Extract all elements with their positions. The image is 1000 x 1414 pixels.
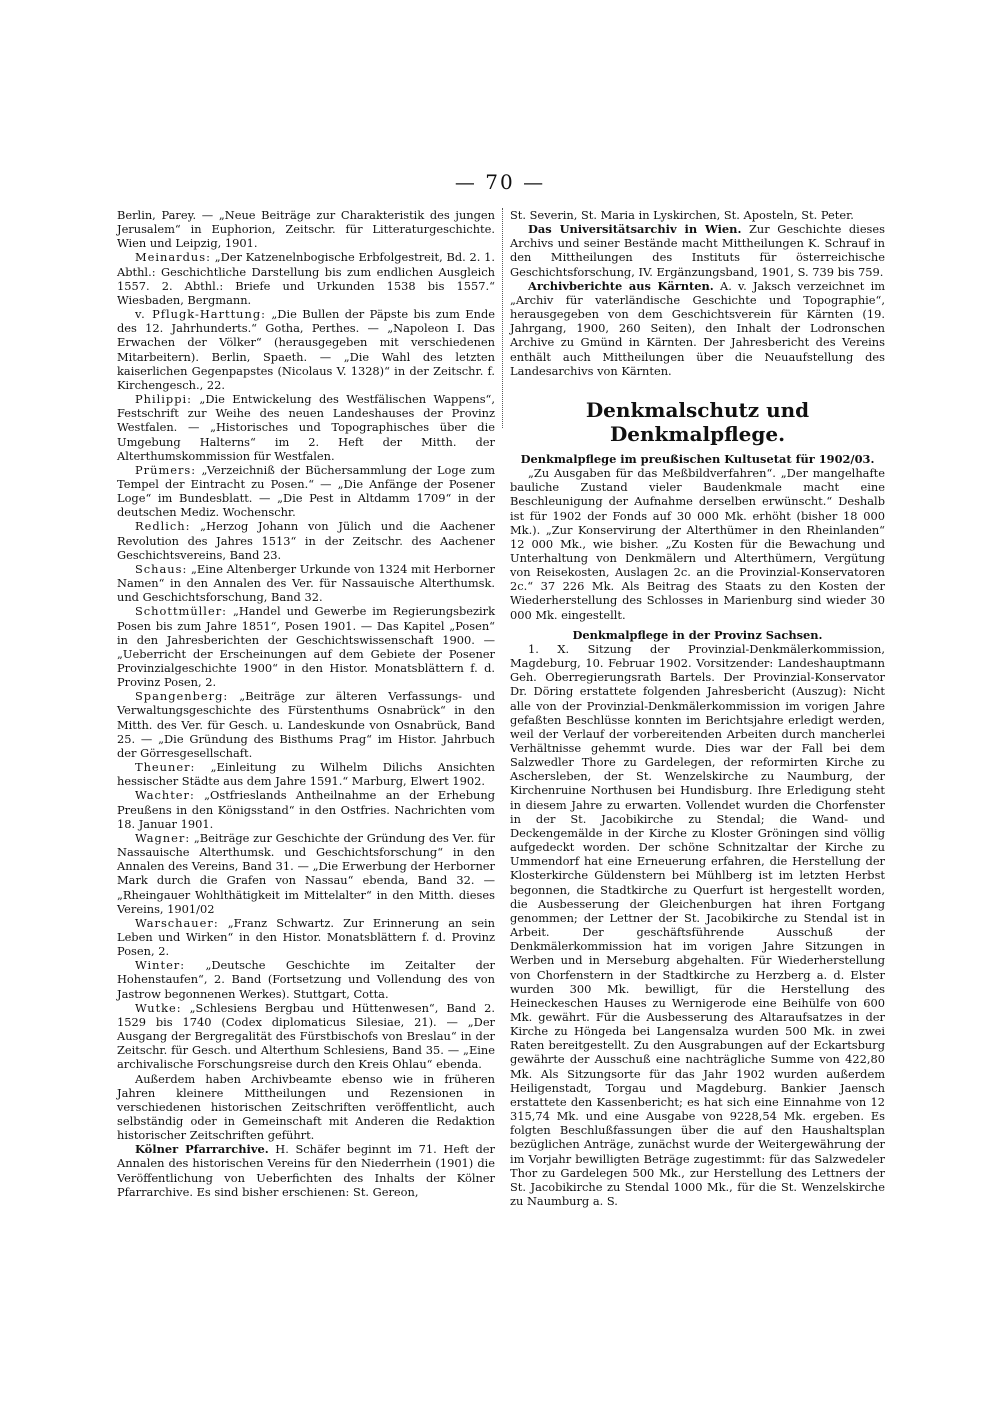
paragraph: Berlin, Parey. — „Neue Beiträge zur Charakteristik des jungen Jerusalem“ in Euphorion, Zeitschr. für Litteraturgeschichte. Wien und Leipzig, 1901. — [117, 208, 495, 251]
paragraph: Außerdem haben Archivbeamte ebenso wie in früheren Jahren kleinere Mittheilungen und Rezensionen in verschiedenen historischen Zeitschriften veröffentlicht, auch selbständig oder in Gemeinschaft mit Anderen die Redaktion historischer Zeitschriften geführt. — [117, 1071, 495, 1143]
paragraph: Wutke: „Schlesiens Bergbau und Hüttenwesen“, Band 2. 1529 bis 1740 (Codex diplomaticus Silesiae, 21). — „Der Ausgang der Bergregalität des Fürstbischofs von Breslau“ in der Zeitschr. für Gesch. und Alterthum Schlesiens, Band 35. — „Eine archivalische Forschungsreise durch den Kreis Ohlau“ ebenda. — [117, 1000, 495, 1072]
paragraph: Wagner: „Beiträge zur Geschichte der Gründung des Ver. für Nassauische Alterthumsk. und Geschichtsforschung“ in den Annalen des Vereins, Band 31. — „Die Erwerbung der Herborner Mark durch die Grafen von Nassau“ ebenda, Band 32. — „Rheingauer Wohlthätigkeit im Mittelalter“ in den Mitth. dieses Vereins, 1901/02 — [117, 830, 495, 916]
paragraph: Spangenberg: „Beiträge zur älteren Verfassungs- und Verwaltungsgeschichte des Fürstenthums Osnabrück“ in den Mitth. des Ver. für Gesch. u. Landeskunde von Osnabrück, Band 25. — „Die Gründung des Bisthums Prag“ im Histor. Jahrbuch der Görresgesellschaft. — [117, 689, 495, 760]
paragraph: Schottmüller: „Handel und Gewerbe im Regierungsbezirk Posen bis zum Jahre 1851“, Posen 1901. — Das Kapitel „Posen“ in den Jahresberichten der Geschichtswissenschaft 1900. — „Ueberricht der Erscheinungen auf dem Gebiete der Posener Provinzialgeschichte 1900“ in den Histor. Monatsblättern f. d. Provinz Posen, 2. — [117, 604, 495, 690]
paragraph: Kölner Pfarrarchive. H. Schäfer beginnt im 71. Heft der Annalen des historischen Vereins für den Niederrhein (1901) die Veröffentlichung von Ueberfichten des Inhalts der Kölner Pfarrarchive. Es sind bisher erschienen: St. Gereon, — [117, 1142, 495, 1199]
paragraph: Prümers: „Verzeichniß der Büchersammlung der Loge zum Tempel der Eintracht zu Posen.“ — „Die Anfänge der Posener Loge“ im Bundesblatt. — „Die Pest in Altdamm 1709“ in der deutschen Mediz. Wochenschr. — [117, 462, 495, 520]
paragraph: St. Severin, St. Maria in Lyskirchen, St. Aposteln, St. Peter. — [510, 208, 854, 222]
paragraph: Meinardus: „Der Katzenelnbogische Erbfolgestreit, Bd. 2. 1. Abthl.: Geschichtliche Darstellung bis zum endlichen Ausgleich 1557. 2. Abthl.: Briefe und Urkunden 1538 bis 1557.“ Wiesbaden, Bergmann. — [117, 250, 495, 307]
paragraph: Theuner: „Einleitung zu Wilhelm Dilichs Ansichten hessischer Städte aus dem Jahre 1591.“ Marburg, Elwert 1902. — [117, 760, 495, 789]
page-number: — 70 — — [454, 170, 546, 194]
paragraph: Redlich: „Herzog Johann von Jülich und die Aachener Revolution des Jahres 1513“ in der Zeitschr. des Aachener Geschichtsvereins, Band 23. — [117, 519, 495, 562]
paragraph: 1. X. Sitzung der Provinzial-Denkmälerkommission, Magdeburg, 10. Februar 1902. Vorsitzender: Landeshauptmann Geh. Oberregierungsrath Bartels. Der Provinzial-Konservator Dr. Döring erstattete folgenden Jahresbericht (Auszug): Nicht alle von der Provinzial-Denkmälerkommission im vorigen Jahre gefaßten Beschlüsse konnten im Berichtsjahre erledigt werden, weil der Verlauf der vorbereitenden Arbeiten durch mancherlei Verhältnisse gehemmt wurde. Dies war der Fall bei dem Salzwedler Thore zu Gardelegen, der reformirten Kirche zu Aschersleben, der St. Wenzelskirche zu Naumburg, der Kirchenruine Northusen bei Hundisburg. Ihre Erledigung steht in diesem Jahre zu erwarten. Vollendet wurden die Chorfenster in der St. Jacobikirche zu Stendal; die Wand- und Deckengemälde in der Kirche zu Kloster Gröningen sind völlig aufgedeckt worden. Der schöne Schnitzaltar der Kirche zu Ummendorf hat eine Erneuerung erfahren, die Herstellung der Klosterkirche Güldenstern bei Mühlberg ist im letzten Herbst begonnen, die Stadtkirche zu Querfurt ist hergestellt worden, die Ausbesserung der Gleichenburgen hat ihren Fortgang genommen; der Lettner der St. Jacobikirche zu Stendal ist in Arbeit. Der geschäftsführende Ausschuß der Denkmälerkommission hat im vorigen Jahre Sitzungen in Werben und in Merseburg abgehalten. Für Wiederherstellung von Chorfenstern in der Stadtkirche zu Herzberg a. d. Elster wurden 300 Mk. bewilligt, für die Herstellung des Heineckeschen Hauses zu Wernigerode eine Beihülfe von 600 Mk. gewährt. Für die Ausbesserung des Altaraufsatzes in der Kirche zu Höngeda bei Langensalza wurden 500 Mk. in zwei Raten bereitgestellt. Zu den Ausgrabungen auf der Eckartsburg gewährte der Ausschuß eine nachträgliche Summe von 422,80 Mk. Als Sitzungsorte für das Jahr 1902 wurden außerdem Heiligenstadt, Torgau und Magdeburg. Bankier Jaensch erstattete den Kassenbericht; es hat sich eine Einnahme von 12 315,74 Mk. und eine Ausgabe von 9228,54 Mk. ergeben. Es folgten Beschlußfassungen über die auf den Haushaltsplan bezüglichen Anträge, zunächst wurde der Weitergewährung der im Vorjahr bewilligten Beträge zugestimmt: für das Salzwedeler Thor zu Gardelegen 500 Mk., zur Herstellung des Lettners der St. Jacobikirche zu Stendal 1000 Mk., für die St. Wenzelskirche zu Naumburg a. S. — [510, 641, 885, 1208]
subsection-title: Denkmalpflege in der Provinz Sachsen. — [572, 627, 823, 642]
column-divider — [502, 208, 504, 428]
section-title: Denkmalschutz und Denkmalpflege. — [585, 397, 810, 446]
right-column — [510, 208, 885, 1208]
paragraph: Warschauer: „Franz Schwartz. Zur Erinnerung an sein Leben und Wirken“ in den Histor. Monatsblättern f. d. Provinz Posen, 2. — [117, 915, 495, 959]
paragraph: Winter: „Deutsche Geschichte im Zeitalter der Hohenstaufen“, 2. Band (Fortsetzung und Vollendung des von Jastrow begonnenen Werkes). Stuttgart, Cotta. — [117, 958, 495, 1001]
paragraph: Philippi: „Die Entwickelung des Westfälischen Wappens“, Festschrift zur Weihe des neuen Landeshauses der Provinz Westfalen. — „Historisches und Topographisches über die Umgebung Halterns“ im 2. Heft der Mitth. der Alterthumskommission für Westfalen. — [117, 392, 495, 463]
paragraph: Das Universitätsarchiv in Wien. Zur Geschichte dieses Archivs und seiner Bestände macht Mittheilungen K. Schrauf in den Mittheilungen des Instituts für österreichische Geschichtsforschung, IV. Ergänzungsband, 1901, S. 739 bis 759. — [510, 222, 885, 279]
subsection-title: Denkmalpflege im preußischen Kultusetat für 1902/03. — [520, 451, 875, 466]
paragraph: Archivberichte aus Kärnten. A. v. Jaksch verzeichnet im „Archiv für vaterländische Geschichte und Topographie“, herausgegeben von dem Geschichtsverein für Kärnten (19. Jahrgang, 1900, 260 Seiten), den Inhalt der Lodronschen Archive zu Gmünd in Kärnten. Der Jahresbericht des Vereins enthält auch Mittheilungen über die Neuaufstellung des Landesarchivs von Kärnten. — [510, 278, 886, 378]
paragraph: Wachter: „Ostfrieslands Antheilnahme an der Erhebung Preußens in den Königsstand“ in den Ostfries. Nachrichten vom 18. Januar 1901. — [117, 788, 495, 831]
paragraph: „Zu Ausgaben für das Meßbildverfahren“. „Der mangelhafte bauliche Zustand vieler Baudenkmale macht eine Beschleunigung der Aufnahme derselben erwünscht.“ Deshalb ist für 1902 der Fonds auf 30 000 Mk. erhöht (bisher 18 000 Mk.). „Zur Konservirung der Alterthümer in den Rheinlanden“ 12 000 Mk., wie bisher. „Zu Kosten für die Bewachung und Unterhaltung von Denkmälern und Alterthümern, Vergütung von Reisekosten, Auslagen 2c. an die Provinzial-Konservatoren 2c.“ 37 226 Mk. Als Beitrag des Staats zu den Kosten der Wiederherstellung des Schlosses in Marienburg sind wieder 30 000 Mk. eingestellt. — [510, 466, 885, 622]
left-column — [117, 208, 495, 1199]
paragraph: Schaus: „Eine Altenberger Urkunde von 1324 mit Herborner Namen“ in den Annalen des Ver. für Nassauische Alterthumsk. und Geschichtsforschung, Band 32. — [117, 561, 495, 605]
paragraph: v. Pflugk-Harttung: „Die Bullen der Päpste bis zum Ende des 12. Jahrhunderts.“ Gotha, Perthes. — „Napoleon I. Das Erwachen der Völker“ (herausgegeben mit verschiedenen Mitarbeitern). Berlin, Spaeth. — „Die Wahl des letzten kaiserlichen Gegenpapstes (Nicolaus V. 1328)“ in der Zeitschr. f. Kirchengesch., 22. — [117, 307, 495, 392]
